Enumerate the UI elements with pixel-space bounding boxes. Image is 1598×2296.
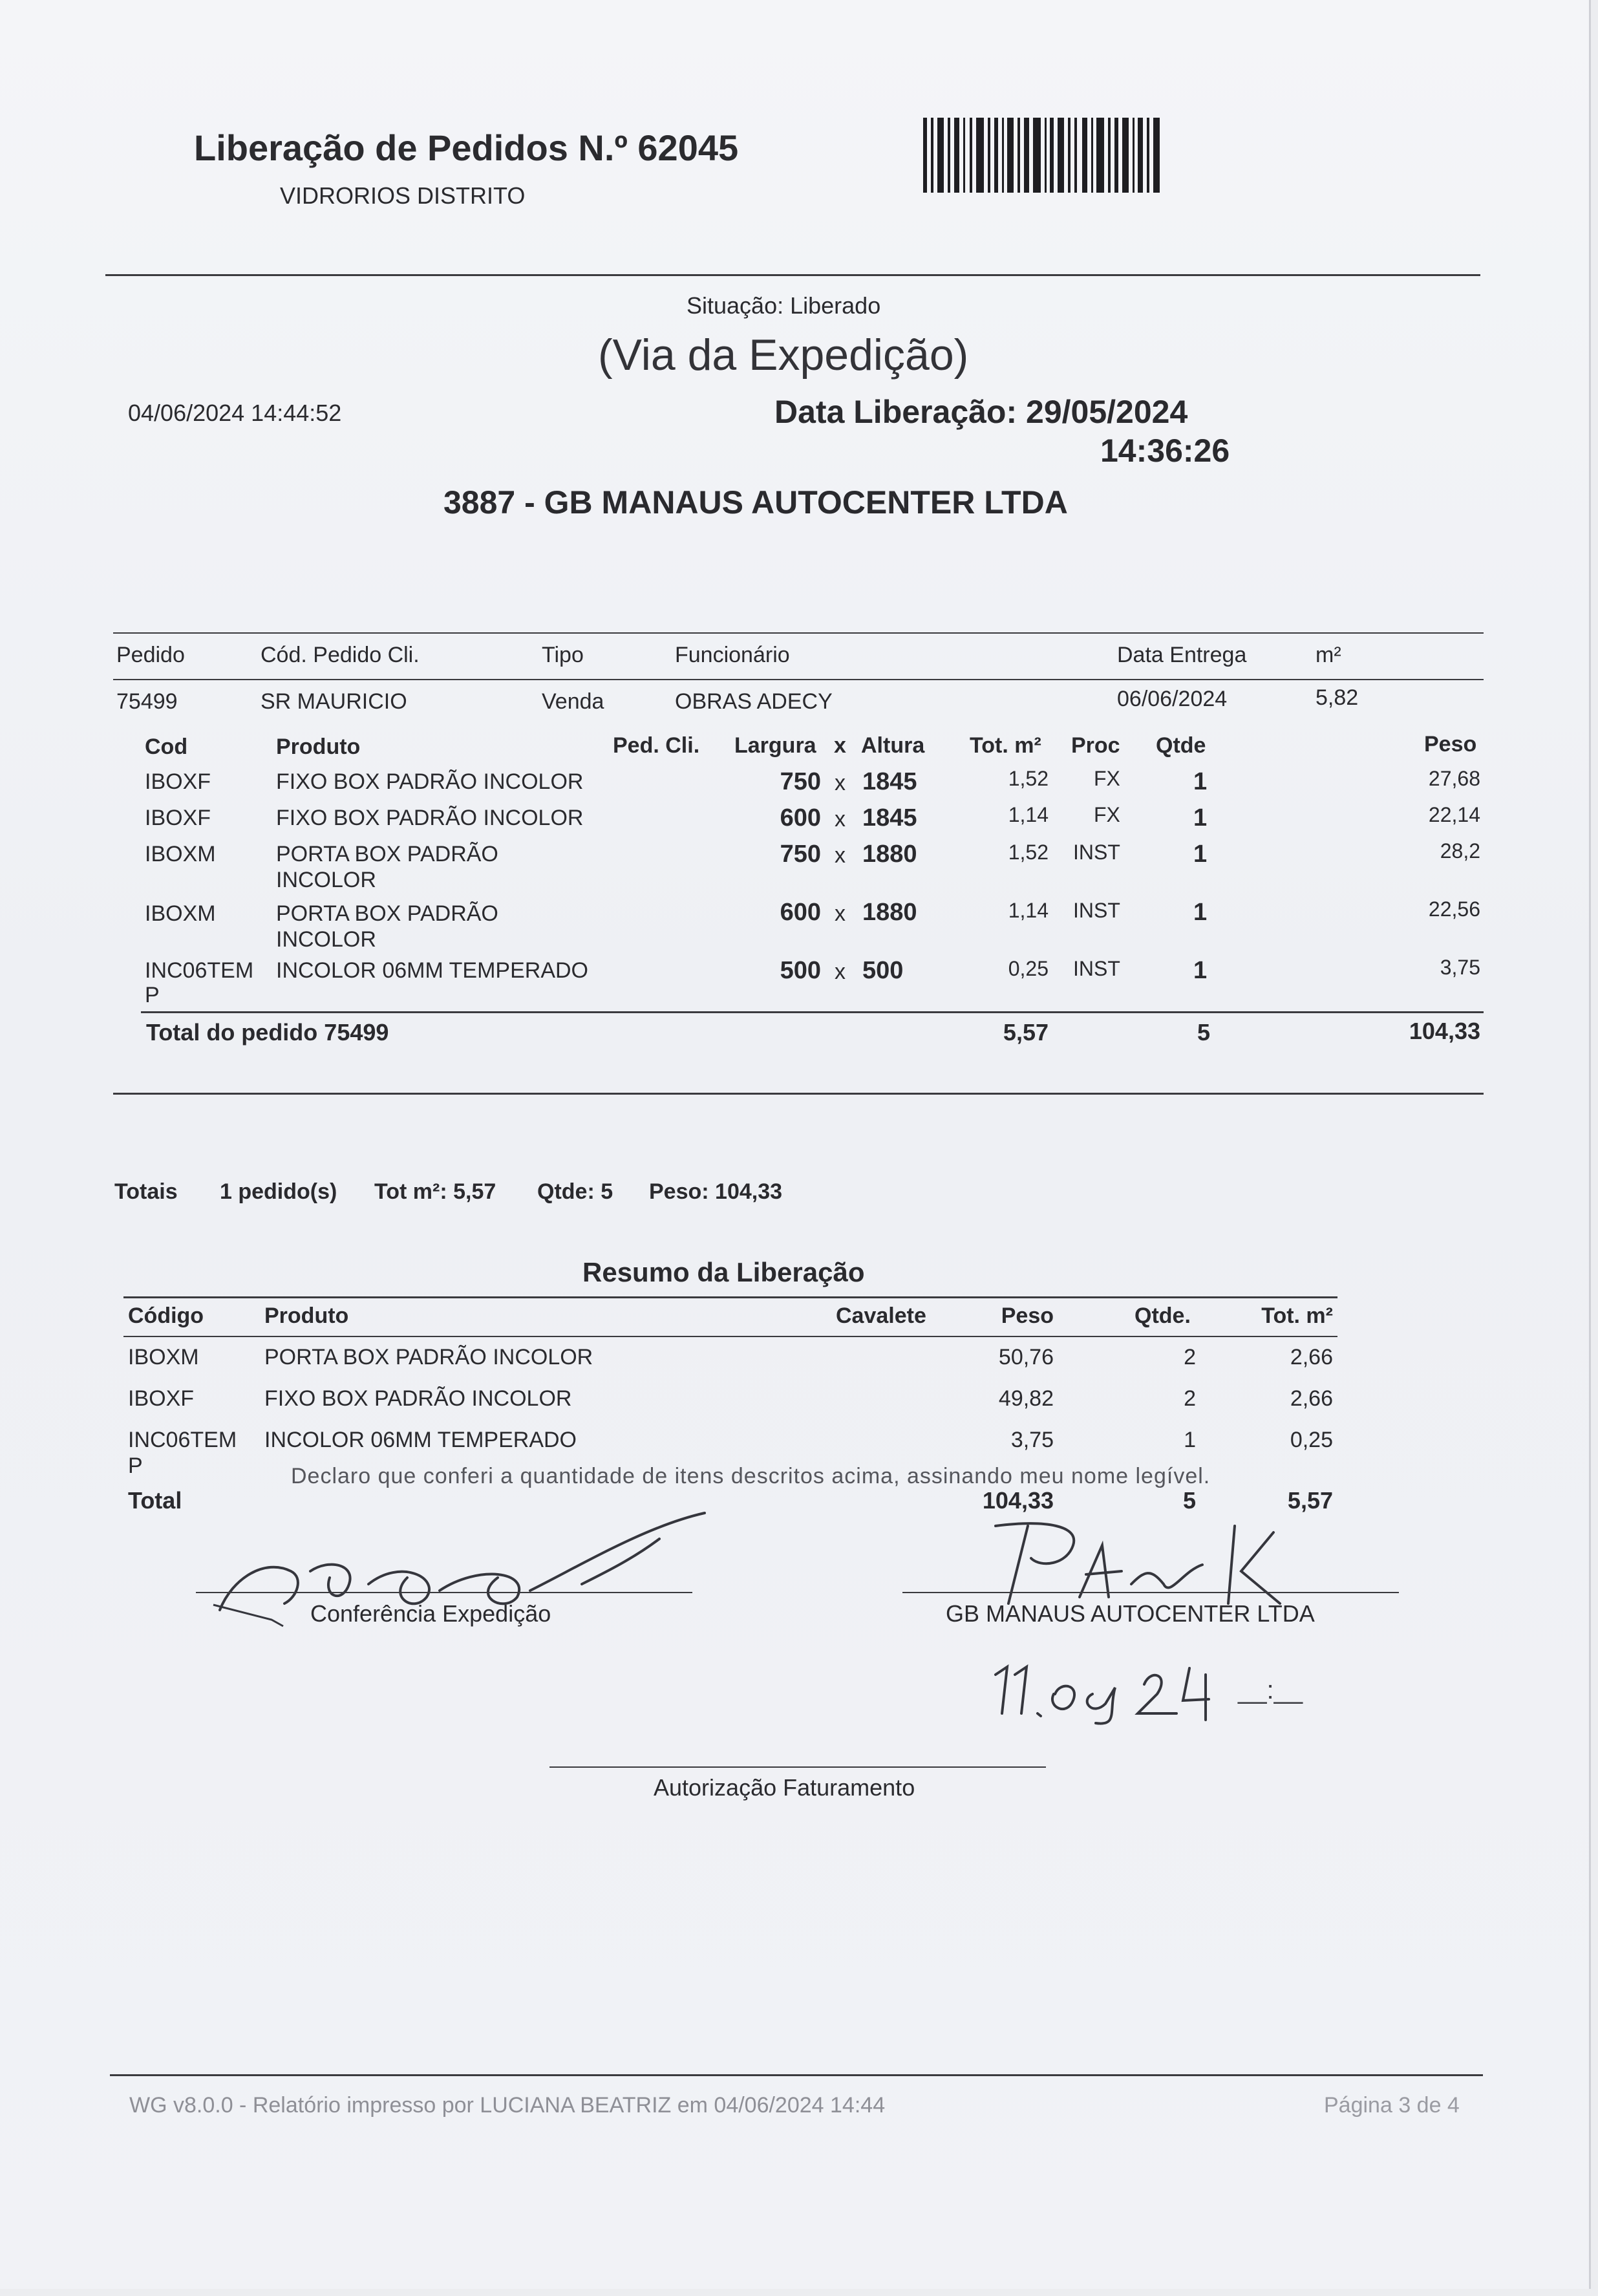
resumo-qtde: 1 <box>1184 1428 1196 1452</box>
order-value-data-entrega: 06/06/2024 <box>1117 687 1228 711</box>
item-header-x: x <box>834 733 846 758</box>
item-header-produto: Produto <box>276 735 361 759</box>
resumo-codigo: IBOXF <box>128 1386 195 1411</box>
item-x: x <box>835 843 846 868</box>
order-value-tipo: Venda <box>542 689 604 714</box>
order-bottom-rule <box>113 1093 1484 1095</box>
item-altura: 1880 <box>862 899 917 926</box>
item-largura: 750 <box>780 841 821 868</box>
item-altura: 1845 <box>862 768 917 795</box>
item-qtde: 1 <box>1193 768 1208 795</box>
item-tot-m2: 1,52 <box>1008 841 1049 864</box>
item-header-peso: Peso <box>1424 732 1477 756</box>
item-tot-m2: 0,25 <box>1008 957 1049 980</box>
order-header-pedido: Pedido <box>116 643 185 667</box>
item-tot-m2: 1,14 <box>1008 899 1049 922</box>
authorization-label: Autorização Faturamento <box>654 1774 915 1801</box>
footer-print-info: WG v8.0.0 - Relatório impresso por LUCIANA BEATRIZ em 04/06/2024 14:44 <box>129 2093 886 2118</box>
order-header-data-entrega: Data Entrega <box>1117 643 1247 667</box>
order-value-pedido: 75499 <box>116 689 178 714</box>
order-top-rule <box>113 632 1484 634</box>
resumo-header-codigo: Código <box>128 1304 204 1328</box>
item-header-cod: Cod <box>145 735 188 759</box>
item-produto-cont: INCOLOR <box>276 868 376 892</box>
item-peso: 22,56 <box>1428 897 1480 921</box>
resumo-top-rule <box>123 1296 1337 1298</box>
copy-label: (Via da Expedição) <box>598 330 969 380</box>
footer-rule <box>110 2074 1483 2076</box>
order-header-rule <box>113 679 1484 680</box>
resumo-peso: 50,76 <box>998 1345 1054 1369</box>
resumo-tot-m2: 2,66 <box>1290 1386 1333 1411</box>
item-x: x <box>835 807 846 831</box>
signature-right-label: GB MANAUS AUTOCENTER LTDA <box>946 1600 1315 1627</box>
resumo-header-cavalete: Cavalete <box>836 1304 926 1328</box>
item-x: x <box>835 901 846 926</box>
item-produto: FIXO BOX PADRÃO INCOLOR <box>276 769 584 794</box>
item-header-proc: Proc <box>1071 733 1120 758</box>
item-header-altura: Altura <box>861 733 925 758</box>
resumo-total-label: Total <box>128 1487 182 1514</box>
item-header-ped-cli: Ped. Cli. <box>613 733 700 758</box>
item-proc: INST <box>1073 841 1120 864</box>
item-qtde: 1 <box>1193 804 1208 831</box>
item-produto: INCOLOR 06MM TEMPERADO <box>276 958 589 983</box>
declaration-text: Declaro que conferi a quantidade de itens descritos acima, assinando meu nome legível. <box>291 1464 1211 1488</box>
item-cod: IBOXM <box>145 901 216 926</box>
resumo-header-qtde: Qtde. <box>1135 1304 1191 1328</box>
document-title: Liberação de Pedidos N.º 62045 <box>194 127 739 168</box>
item-header-tot-m2: Tot. m² <box>970 733 1041 758</box>
release-date: Data Liberação: 29/05/2024 <box>774 394 1188 430</box>
resumo-qtde: 2 <box>1184 1386 1196 1411</box>
item-qtde: 1 <box>1193 957 1208 984</box>
item-proc: INST <box>1073 899 1120 922</box>
resumo-total-peso: 104,33 <box>982 1487 1054 1514</box>
item-largura: 600 <box>780 899 821 926</box>
resumo-produto: FIXO BOX PADRÃO INCOLOR <box>264 1386 572 1411</box>
item-produto-cont: INCOLOR <box>276 927 376 952</box>
item-cod: INC06TEM <box>145 958 254 983</box>
item-x: x <box>835 771 846 795</box>
item-produto: FIXO BOX PADRÃO INCOLOR <box>276 806 584 830</box>
totals-pedidos: 1 pedido(s) <box>220 1179 337 1204</box>
resumo-produto: INCOLOR 06MM TEMPERADO <box>264 1428 577 1452</box>
totals-peso: Peso: 104,33 <box>649 1179 783 1204</box>
resumo-total-qtde: 5 <box>1182 1487 1196 1514</box>
resumo-total-tot-m2: 5,57 <box>1287 1487 1333 1514</box>
item-cod: IBOXM <box>145 842 216 866</box>
signature-left-label: Conferência Expedição <box>310 1600 551 1627</box>
item-proc: INST <box>1073 957 1120 980</box>
date-trail: __:__ <box>1238 1676 1303 1704</box>
page-number: Página 3 de 4 <box>1324 2093 1460 2118</box>
resumo-header-peso: Peso <box>1001 1304 1054 1328</box>
totals-label: Totais <box>114 1179 178 1204</box>
item-cod-cont: P <box>145 983 160 1007</box>
order-header-tipo: Tipo <box>542 643 584 667</box>
resumo-codigo-cont: P <box>128 1454 143 1478</box>
totals-m2: Tot m²: 5,57 <box>374 1179 496 1204</box>
order-header-cod-pedido-cli: Cód. Pedido Cli. <box>261 643 420 667</box>
order-header-funcionario: Funcionário <box>675 643 790 667</box>
resumo-title: Resumo da Liberação <box>582 1257 865 1287</box>
item-largura: 750 <box>780 768 821 795</box>
order-total-rule <box>141 1011 1484 1013</box>
resumo-header-rule <box>123 1336 1337 1337</box>
resumo-qtde: 2 <box>1184 1345 1196 1369</box>
signature-line-right <box>902 1592 1399 1593</box>
item-header-qtde: Qtde <box>1156 733 1206 758</box>
resumo-produto: PORTA BOX PADRÃO INCOLOR <box>264 1345 593 1369</box>
item-altura: 500 <box>862 957 904 984</box>
resumo-header-tot-m2: Tot. m² <box>1261 1304 1333 1328</box>
order-total-qtde: 5 <box>1197 1019 1211 1046</box>
item-cod: IBOXF <box>145 806 211 830</box>
barcode-icon <box>923 118 1164 193</box>
item-peso: 28,2 <box>1440 839 1480 863</box>
item-peso: 27,68 <box>1428 767 1480 790</box>
resumo-codigo: IBOXM <box>128 1345 199 1369</box>
resumo-peso: 3,75 <box>1010 1428 1054 1452</box>
item-x: x <box>835 960 846 984</box>
item-tot-m2: 1,14 <box>1008 803 1049 826</box>
item-produto: PORTA BOX PADRÃO <box>276 901 498 926</box>
resumo-header-produto: Produto <box>264 1304 349 1328</box>
order-total-peso: 104,33 <box>1409 1018 1480 1044</box>
client-name: 3887 - GB MANAUS AUTOCENTER LTDA <box>443 484 1068 520</box>
item-peso: 3,75 <box>1440 956 1480 979</box>
resumo-tot-m2: 2,66 <box>1290 1345 1333 1369</box>
status-text: Situação: Liberado <box>687 292 881 319</box>
resumo-peso: 49,82 <box>998 1386 1054 1411</box>
item-header-largura: Largura <box>734 733 816 758</box>
resumo-tot-m2: 0,25 <box>1290 1428 1333 1452</box>
order-total-m2: 5,57 <box>1003 1019 1049 1046</box>
order-value-cod-pedido-cli: SR MAURICIO <box>261 689 407 714</box>
order-header-m2: m² <box>1316 643 1341 667</box>
resumo-codigo: INC06TEM <box>128 1428 237 1452</box>
item-peso: 22,14 <box>1428 803 1480 826</box>
item-tot-m2: 1,52 <box>1008 767 1049 790</box>
printed-timestamp: 04/06/2024 14:44:52 <box>128 400 342 426</box>
order-total-label: Total do pedido 75499 <box>146 1019 389 1046</box>
item-produto: PORTA BOX PADRÃO <box>276 842 498 866</box>
item-largura: 500 <box>780 957 821 984</box>
signature-line-left <box>196 1592 692 1593</box>
item-proc: FX <box>1094 803 1120 826</box>
item-proc: FX <box>1094 767 1120 790</box>
item-qtde: 1 <box>1193 841 1208 868</box>
item-cod: IBOXF <box>145 769 211 794</box>
company-name: VIDRORIOS DISTRITO <box>280 182 526 209</box>
order-value-m2: 5,82 <box>1316 685 1359 710</box>
order-value-funcionario: OBRAS ADECY <box>675 689 833 714</box>
release-time: 14:36:26 <box>1100 433 1230 469</box>
item-altura: 1845 <box>862 804 917 831</box>
item-qtde: 1 <box>1193 899 1208 926</box>
header-divider <box>105 274 1480 276</box>
item-altura: 1880 <box>862 841 917 868</box>
totals-qtde: Qtde: 5 <box>537 1179 613 1204</box>
item-largura: 600 <box>780 804 821 831</box>
signature-line-authorization <box>549 1766 1046 1768</box>
handwritten-date <box>983 1649 1254 1726</box>
